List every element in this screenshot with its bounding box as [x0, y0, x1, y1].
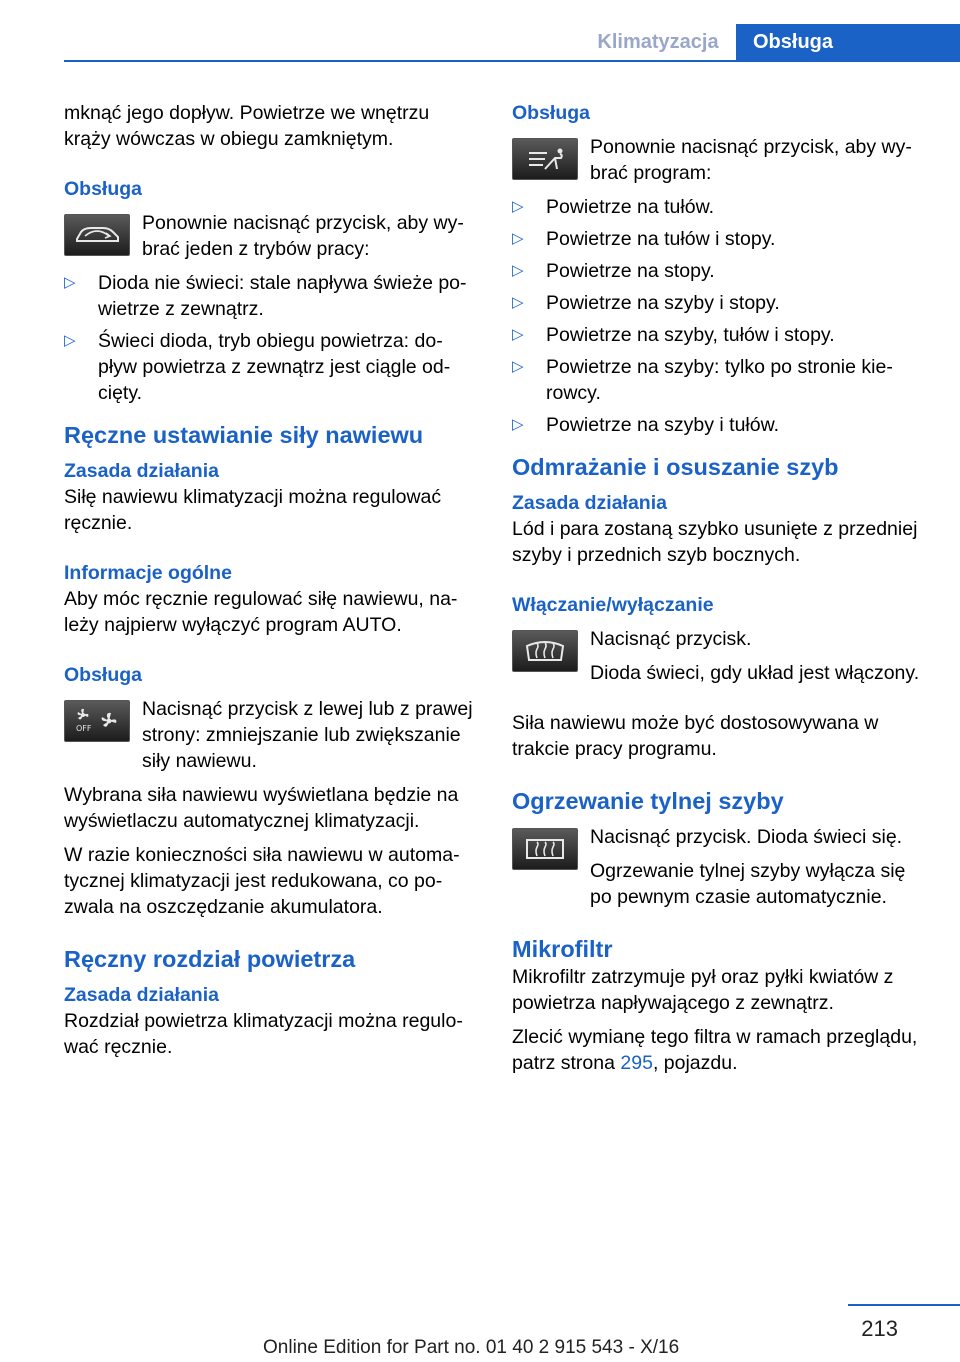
bullet-triangle-icon: ▷ — [512, 198, 524, 215]
recirculation-text: Ponownie nacisnąć przycisk, aby wy‐brać jeden z trybów pracy: — [142, 212, 464, 260]
list-item-text: Powietrze na tułów. — [546, 196, 715, 218]
header-rule — [64, 60, 960, 62]
list-item-text: Powietrze na szyby, tułów i stopy. — [546, 324, 835, 346]
bullet-triangle-icon: ▷ — [512, 262, 524, 279]
svg-text:OFF: OFF — [76, 724, 92, 733]
list-item-text: Powietrze na szyby i tułów. — [546, 414, 780, 436]
page-reference-link[interactable]: 295 — [620, 1052, 653, 1074]
heading-principle-3: Zasada działania — [512, 492, 667, 514]
rear-heating-text-2: Ogrzewanie tylnej szyby wyłącza się po pewnym czasie automatycznie. — [590, 860, 906, 908]
defrost-text-2: Dioda świeci, gdy układ jest włączony. — [590, 662, 920, 684]
intro-paragraph: mknąć jego dopływ. Powietrze we wnętrzu krąży wówczas w obiegu zamkniętym. — [64, 102, 430, 150]
defrost-paragraph: Lód i para zostaną szybko usunięte z przedniej szyby i przednich szyb bocznych. — [512, 518, 918, 566]
list-item-text: Powietrze na szyby i stopy. — [546, 292, 780, 314]
recirculation-instruction — [64, 210, 476, 262]
list-item-text: Powietrze na szyby: tylko po stronie kie‐rowcy. — [546, 356, 893, 404]
defrost-windshield-icon — [512, 630, 578, 672]
defrost-instruction — [512, 626, 928, 686]
selected-speed-paragraph: Wybrana siła nawiewu wyświetlana będzie na wyświetlaczu automatycznej klimatyzacji. — [64, 784, 459, 832]
list-item — [64, 270, 476, 322]
list-item — [512, 226, 928, 252]
heading-rear-window-heating: Ogrzewanie tylnej szyby — [512, 788, 784, 814]
bullet-triangle-icon: ▷ — [512, 416, 524, 433]
heading-general-info: Informacje ogólne — [64, 562, 232, 584]
battery-paragraph: W razie konieczności siła nawiewu w automa‐tycznej klimatyzacji jest redukowana, co po‐zwala na oszczędzanie akumulatora. — [64, 844, 460, 918]
microfilter-text: Zlecić wymianę tego filtra w ramach przeglądu, patrz strona — [512, 1026, 918, 1074]
heading-obsluga-3: Obsługa — [512, 102, 591, 124]
page-number: 213 — [861, 1316, 898, 1341]
bullet-triangle-icon: ▷ — [512, 230, 524, 247]
list-item-text: Powietrze na stopy. — [546, 260, 715, 282]
bullet-triangle-icon: ▷ — [512, 358, 524, 375]
general-info-paragraph: Aby móc ręcznie regulować siłę nawiewu, na‐leży najpierw wyłączyć program AUTO. — [64, 588, 458, 636]
recirculation-car-icon — [64, 214, 130, 256]
header-chapter-tab: Obsługa — [736, 24, 960, 60]
bullet-triangle-icon: ▷ — [64, 274, 76, 291]
air-distribution-text: Ponownie nacisnąć przycisk, aby wy‐brać program: — [590, 136, 912, 184]
list-item — [64, 328, 476, 406]
principle-paragraph: Siłę nawiewu klimatyzacji można regulować ręcznie. — [64, 486, 442, 534]
heading-on-off: Włączanie/wyłączanie — [512, 594, 714, 616]
heading-microfilter: Mikrofiltr — [512, 936, 613, 962]
microfilter-text-end: , pojazdu. — [652, 1052, 738, 1074]
microfilter-paragraph-2 — [512, 1024, 928, 1076]
air-distribution-paragraph: Rozdział powietrza klimatyzacji można regulo‐wać ręcznie. — [64, 1010, 463, 1058]
list-item-text: Powietrze na tułów i stopy. — [546, 228, 776, 250]
footer-edition: Online Edition for Part no. 01 40 2 915 543 - X/16 — [263, 1337, 680, 1358]
air-distribution-instruction — [512, 134, 928, 186]
heading-obsluga: Obsługa — [64, 178, 143, 200]
list-item — [512, 354, 928, 406]
bullet-triangle-icon: ▷ — [512, 326, 524, 343]
header-section-tab: Klimatyzacja — [597, 30, 719, 53]
microfilter-paragraph-1: Mikrofiltr zatrzymuje pył oraz pyłki kwiatów z powietrza napływającego z zewnątrz. — [512, 966, 894, 1014]
list-item — [512, 194, 928, 220]
footer-rule — [848, 1304, 960, 1306]
rear-heating-text-1: Nacisnąć przycisk. Dioda świeci się. — [590, 826, 903, 848]
air-distribution-icon — [512, 138, 578, 180]
list-item-text: Świeci dioda, tryb obiegu powietrza: do‐pływ powietrza z zewnątrz jest ciągle od‐cięty. — [98, 330, 451, 404]
right-column — [512, 100, 928, 1076]
heading-defrost: Odmrażanie i osuszanie szyb — [512, 454, 839, 480]
list-item — [512, 290, 928, 316]
fan-speed-text: Nacisnąć przycisk z lewej lub z prawej strony: zmniejszanie lub zwiększanie siły nawiewu. — [142, 698, 473, 772]
fan-off-speed-icon — [64, 700, 130, 742]
fan-speed-instruction — [64, 696, 476, 774]
rear-window-heating-icon — [512, 828, 578, 870]
list-item-text: Dioda nie świeci: stale napływa świeże po‐wietrze z zewnątrz. — [98, 272, 467, 320]
air-program-list — [512, 194, 928, 438]
defrost-text-1: Nacisnąć przycisk. — [590, 628, 752, 650]
fan-adjust-paragraph: Siła nawiewu może być dostosowywana w trakcie pracy programu. — [512, 712, 879, 760]
heading-obsluga-2: Obsługa — [64, 664, 143, 686]
left-column — [64, 100, 476, 1060]
bullet-triangle-icon: ▷ — [64, 332, 76, 349]
heading-principle: Zasada działania — [64, 460, 219, 482]
bullet-triangle-icon: ▷ — [512, 294, 524, 311]
list-item — [512, 322, 928, 348]
heading-principle-2: Zasada działania — [64, 984, 219, 1006]
heading-manual-air-distribution: Ręczny rozdział powietrza — [64, 946, 356, 972]
heading-manual-fan-speed: Ręczne ustawianie siły nawiewu — [64, 422, 424, 448]
rear-heating-instruction — [512, 824, 928, 910]
list-item — [512, 258, 928, 284]
recirculation-mode-list — [64, 270, 476, 406]
list-item — [512, 412, 928, 438]
